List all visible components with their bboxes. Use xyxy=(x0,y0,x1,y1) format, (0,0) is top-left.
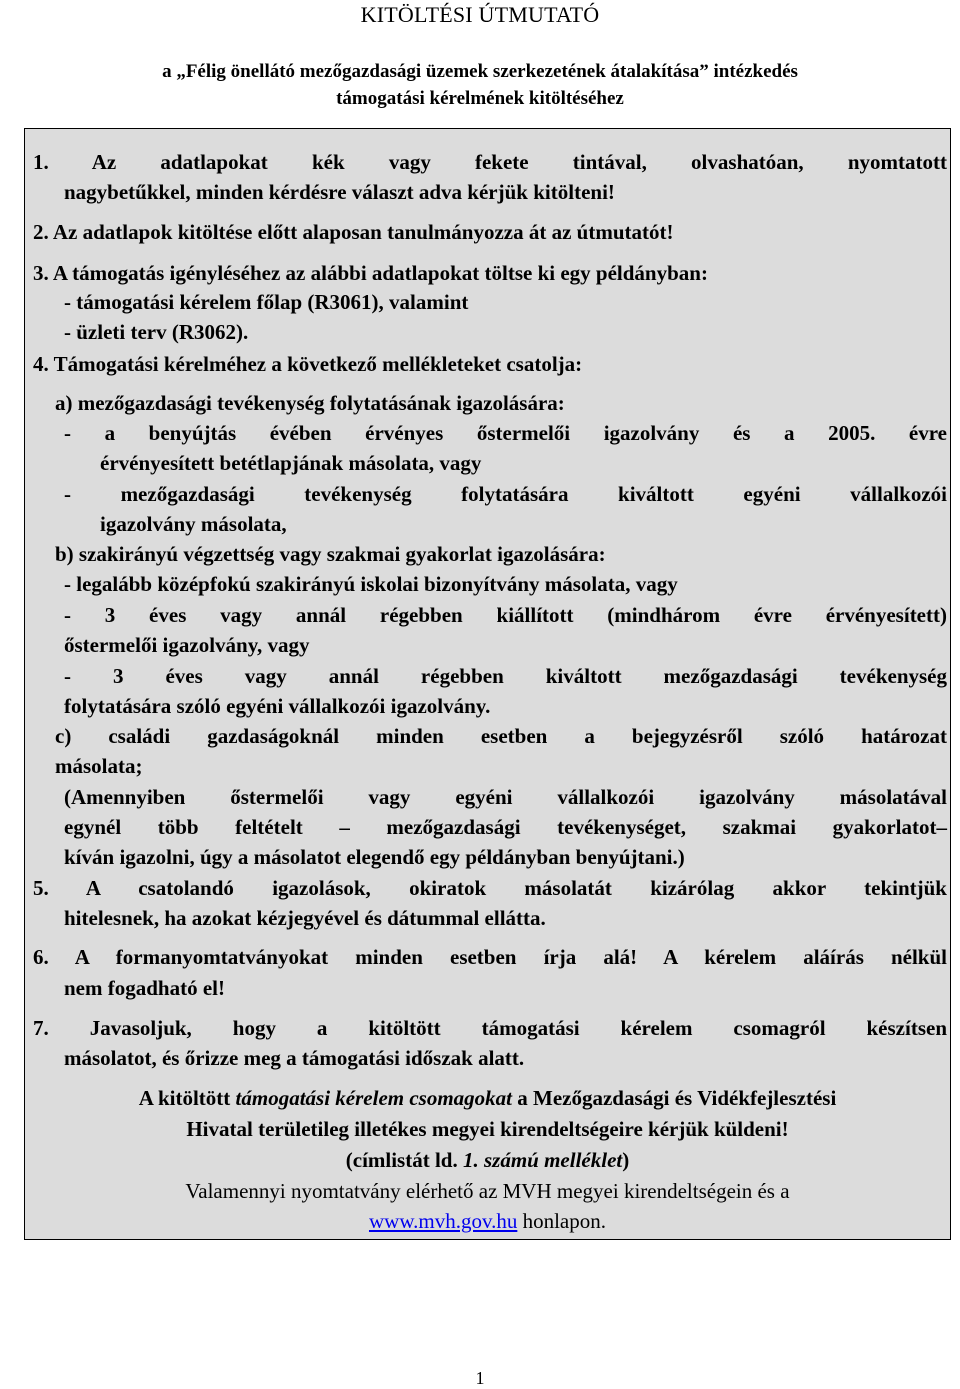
subtitle-line-1: a „Félig önellátó mezőgazdasági üzemek szerkezetének átalakítása” intézkedés xyxy=(162,61,798,82)
document-title: KITÖLTÉSI ÚTMUTATÓ xyxy=(360,2,600,27)
item-4-note-line-3: kíván igazolni, úgy a másolatot elegendő egy példányban benyújtani.) xyxy=(64,845,685,869)
item-4a-1-line-1: - a benyújtás évében érvényes őstermelői igazolvány és a 2005. évre xyxy=(64,421,947,445)
closing-line-4: Valamennyi nyomtatvány elérhető az MVH megyei kirendeltségein és a xyxy=(185,1179,790,1203)
item-4b-title: b) szakirányú végzettség vagy szakmai gyakorlat igazolására: xyxy=(55,542,606,566)
item-4c-line-1: c) családi gazdaságoknál minden esetben a bejegyzésről szóló határozat xyxy=(55,724,947,748)
closing-line-3-pre: (címlistát ld. xyxy=(345,1148,463,1172)
item-4b-3-line-1: - 3 éves vagy annál régebben kiváltott mezőgazdasági tevékenység xyxy=(64,664,947,688)
closing-line-3 xyxy=(25,1146,950,1174)
item-4a-title: a) mezőgazdasági tevékenység folytatásának igazolására: xyxy=(55,391,565,415)
item-5-line-2: hitelesnek, ha azokat kézjegyével és dátummal ellátta. xyxy=(64,906,546,930)
closing-line-1-pre: A kitöltött xyxy=(138,1086,236,1110)
closing-line-3-italic: 1. számú melléklet xyxy=(462,1148,623,1172)
closing-line-2: Hivatal területileg illetékes megyei kirendeltségeire kérjük küldeni! xyxy=(186,1117,789,1141)
item-4-note-line-1: (Amennyiben őstermelői vagy egyéni vállalkozói igazolvány másolatával xyxy=(64,785,947,809)
mvh-website-link[interactable]: www.mvh.gov.hu xyxy=(368,1209,518,1233)
item-4c-line-2: másolata; xyxy=(55,754,143,778)
item-5-line-1: 5. A csatolandó igazolások, okiratok másolatát kizárólag akkor tekintjük xyxy=(33,876,947,900)
item-1-line-2: nagybetűkkel, minden kérdésre választ adva kérjük kitölteni! xyxy=(64,180,615,204)
item-3-line-1: 3. A támogatás igényléséhez az alábbi adatlapokat töltse ki egy példányban: xyxy=(33,261,708,285)
closing-line-3-post: ) xyxy=(622,1148,630,1172)
instructions-box xyxy=(24,128,951,1240)
item-4b-2-line-1: - 3 éves vagy annál régebben kiállított (mindhárom évre érvényesített) xyxy=(64,603,947,627)
document-subtitle xyxy=(0,58,960,112)
item-4a-2-line-1: - mezőgazdasági tevékenység folytatására kiváltott egyéni vállalkozói xyxy=(64,482,947,506)
item-4a-2-line-2: igazolvány másolata, xyxy=(100,512,287,536)
item-7-line-1: 7. Javasoljuk, hogy a kitöltött támogatási kérelem csomagról készítsen xyxy=(33,1016,947,1040)
item-4a-1-line-2: érvényesített betétlapjának másolata, vagy xyxy=(100,451,482,475)
subtitle-line-2: támogatási kérelmének kitöltéséhez xyxy=(336,88,624,109)
item-6-line-1: 6. A formanyomtatványokat minden esetben írja alá! A kérelem aláírás nélkül xyxy=(33,945,947,969)
item-3-line-3: - üzleti terv (R3062). xyxy=(64,320,249,344)
item-6-line-2: nem fogadható el! xyxy=(64,976,225,1000)
item-2: 2. Az adatlapok kitöltése előtt alaposan tanulmányozza át az útmutatót! xyxy=(33,220,674,244)
closing-line-5 xyxy=(25,1207,950,1235)
closing-line-1 xyxy=(25,1084,950,1112)
page-number: 1 xyxy=(475,1368,485,1388)
item-4b-2-line-2: őstermelői igazolvány, vagy xyxy=(64,633,310,657)
item-4b-3-line-2: folytatására szóló egyéni vállalkozói igazolvány. xyxy=(64,694,491,718)
item-7-line-2: másolatot, és őrizze meg a támogatási időszak alatt. xyxy=(64,1046,525,1070)
closing-line-5-post: honlapon. xyxy=(517,1209,606,1233)
item-4b-1: - legalább középfokú szakirányú iskolai bizonyítvány másolata, vagy xyxy=(64,572,678,596)
closing-line-1-post: a Mezőgazdasági és Vidékfejlesztési xyxy=(512,1086,837,1110)
closing-line-1-italic: támogatási kérelem csomagokat xyxy=(235,1086,513,1110)
item-1-line-1: 1. Az adatlapokat kék vagy fekete tintával, olvashatóan, nyomtatott xyxy=(33,150,947,174)
item-3-line-2: - támogatási kérelem főlap (R3061), valamint xyxy=(64,290,469,314)
item-4-note-line-2: egynél több feltételt – mezőgazdasági tevékenységet, szakmai gyakorlatot– xyxy=(64,815,947,839)
item-4-line-1: 4. Támogatási kérelméhez a következő mellékleteket csatolja: xyxy=(33,352,583,376)
